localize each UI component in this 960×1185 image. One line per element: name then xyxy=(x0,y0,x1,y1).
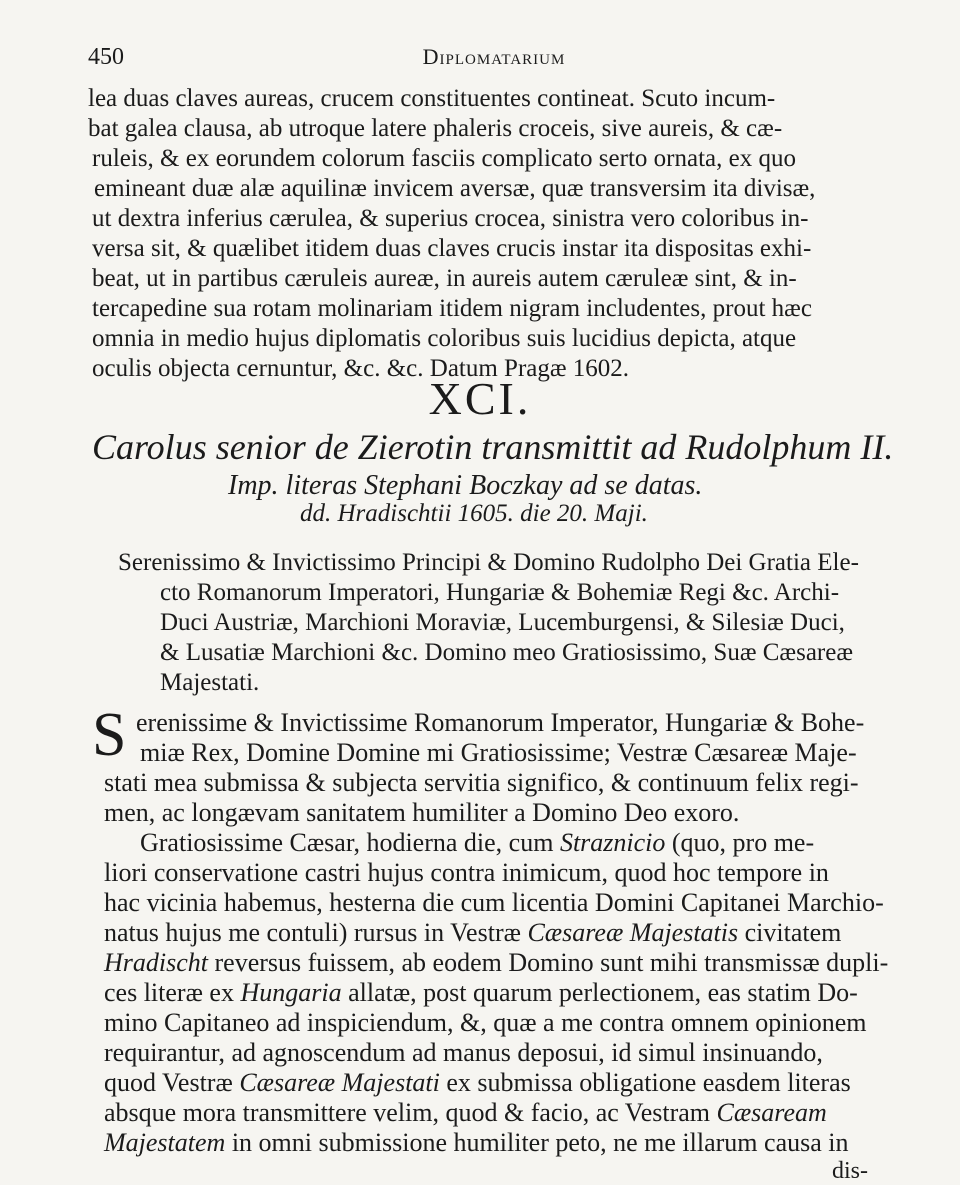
text-line: quod Vestræ Cæsareæ Majestati ex submissa obligatione easdem literas xyxy=(104,1068,851,1097)
text-line: & Lusatiæ Marchioni &c. Domino meo Gratiosissimo, Suæ Cæsareæ xyxy=(160,639,854,666)
text-line: liori conservatione castri hujus contra inimicum, quod hoc tempore in xyxy=(104,858,829,887)
text-line: erenissime & Invictissime Romanorum Imperator, Hungariæ & Bohe- xyxy=(136,708,865,737)
text-line: versa sit, & quælibet itidem duas claves crucis instar ita dispositas exhi- xyxy=(92,235,812,262)
text-line: emineant duæ alæ aquilinæ invicem aversæ, quæ transversim ita divisæ, xyxy=(94,175,816,202)
section-title-continued: Imp. literas Stephani Boczkay ad se datas. xyxy=(228,470,703,501)
page-header xyxy=(88,44,900,74)
section-number: XCI. xyxy=(428,373,532,424)
page-number: 450 xyxy=(88,44,124,70)
text-line: oculis objecta cernuntur, &c. &c. Datum Pragæ 1602. xyxy=(92,355,630,382)
text-line: Majestatem in omni submissione humiliter peto, ne me illarum causa in xyxy=(104,1128,849,1157)
text-line: cto Romanorum Imperatori, Hungariæ & Bohemiæ Regi &c. Archi- xyxy=(160,579,840,606)
text-line: natus hujus me contuli) rursus in Vestræ Cæsareæ Majestatis civitatem xyxy=(104,918,842,947)
text-line: Majestati. xyxy=(160,669,260,696)
text-line: omnia in medio hujus diplomatis coloribus suis lucidius depicta, atque xyxy=(92,325,797,352)
text-line: tercapedine sua rotam molinariam itidem nigram includentes, prout hæc xyxy=(92,295,812,322)
section-date: dd. Hradischtii 1605. die 20. Maji. xyxy=(300,500,648,527)
text-line: mino Capitaneo ad inspiciendum, &, quæ a me contra omnem opinionem xyxy=(104,1008,867,1037)
text-line: Gratiosissime Cæsar, hodierna die, cum Straznicio (quo, pro me- xyxy=(140,828,815,857)
text-line: absque mora transmittere velim, quod & facio, ac Vestram Cæsaream xyxy=(104,1098,827,1127)
text-line: Duci Austriæ, Marchioni Moraviæ, Lucemburgensi, & Silesiæ Duci, xyxy=(160,609,845,636)
text-line: miæ Rex, Domine Domine mi Gratiosissime; Vestræ Cæsareæ Maje- xyxy=(140,738,857,767)
text-line: ut dextra inferius cærulea, & superius crocea, sinistra vero coloribus in- xyxy=(92,205,809,232)
text-line: lea duas claves aureas, crucem constituentes contineat. Scuto incum- xyxy=(88,85,776,112)
section-title: Carolus senior de Zierotin transmittit ad Rudolphum II. xyxy=(92,427,894,467)
running-title: Diplomatarium xyxy=(422,44,566,69)
text-line: ruleis, & ex eorundem colorum fasciis complicato serto ornata, ex quo xyxy=(92,145,796,172)
drop-cap: S xyxy=(92,701,127,769)
text-line: requirantur, ad agnoscendum ad manus deposui, id simul insinuando, xyxy=(104,1038,823,1067)
text-line: Serenissimo & Invictissimo Principi & Domino Rudolpho Dei Gratia Ele- xyxy=(118,549,859,576)
text-line: men, ac longævam sanitatem humiliter a Domino Deo exoro. xyxy=(104,798,740,827)
text-line: beat, ut in partibus cæruleis aureæ, in aureis autem cæruleæ sint, & in- xyxy=(92,265,797,292)
text-line: stati mea submissa & subjecta servitia significo, & continuum felix regi- xyxy=(104,768,859,797)
text-line: bat galea clausa, ab utroque latere phaleris croceis, sive aureis, & cæ- xyxy=(88,115,783,142)
catchword: dis- xyxy=(832,1158,868,1184)
text-line: ces literæ ex Hungaria allatæ, post quarum perlectionem, eas statim Do- xyxy=(104,978,858,1007)
text-line: hac vicinia habemus, hesterna die cum licentia Domini Capitanei Marchio- xyxy=(104,888,884,917)
text-line: Hradischt reversus fuissem, ab eodem Domino sunt mihi transmissæ dupli- xyxy=(104,948,889,977)
